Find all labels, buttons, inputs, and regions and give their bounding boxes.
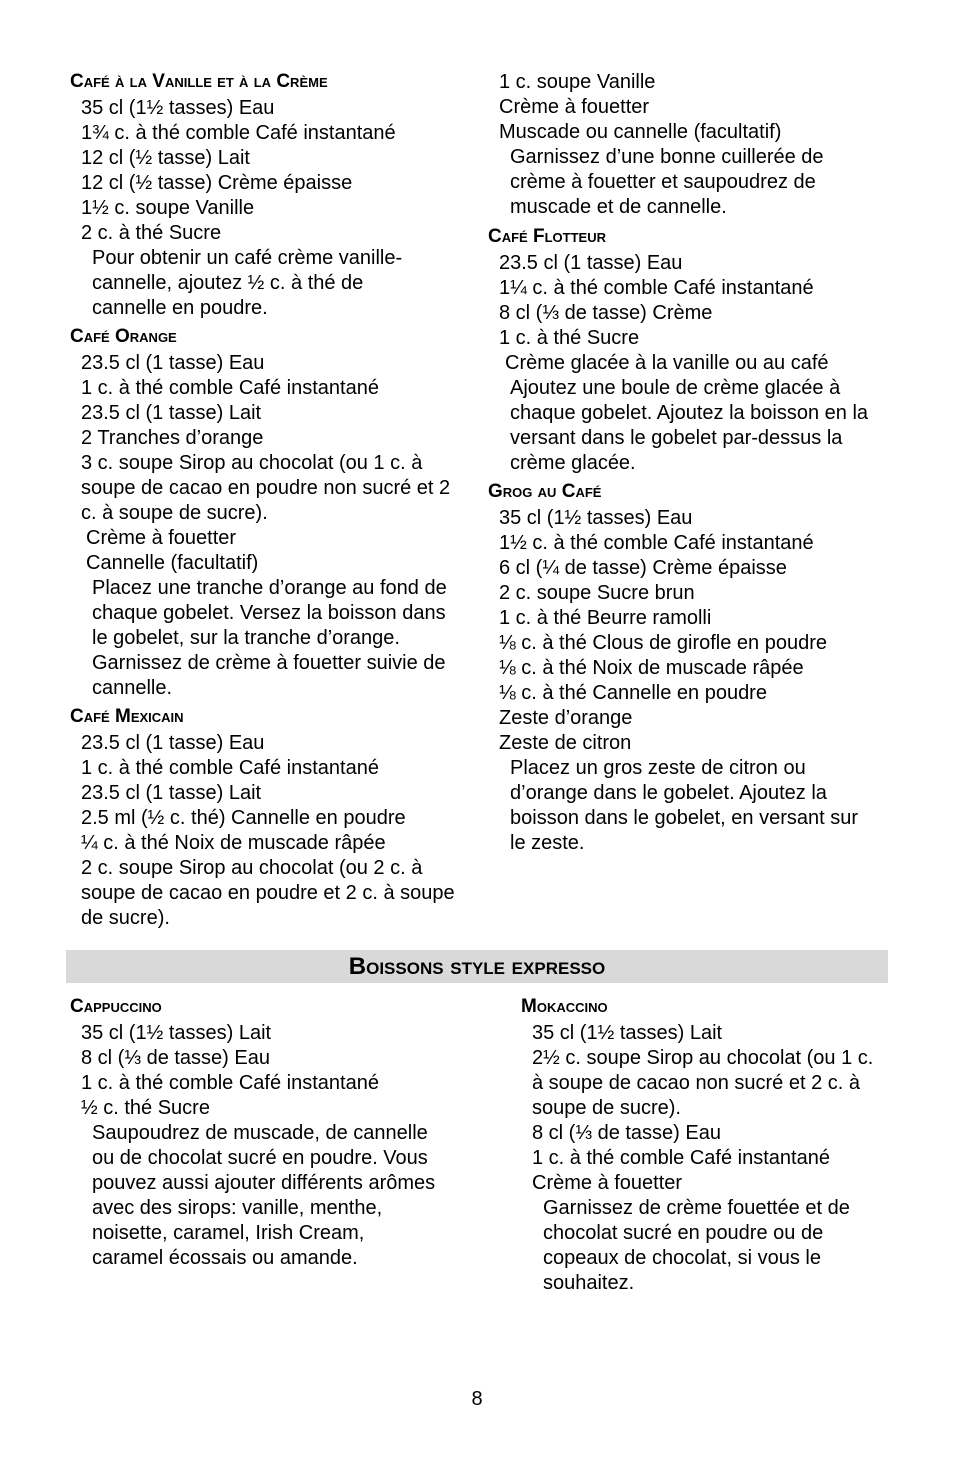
recipe-instructions: Pour obtenir un café crème vanille-cannelle, ajoutez ½ c. à thé de cannelle en poudre. bbox=[92, 247, 403, 319]
ingredient: Crème à fouetter bbox=[86, 527, 237, 549]
ingredient: 23.5 cl (1 tasse) Lait bbox=[81, 402, 262, 424]
ingredient: 2 c. à thé Sucre bbox=[81, 222, 222, 244]
ingredient: 2.5 ml (½ c. thé) Cannelle en poudre bbox=[81, 807, 406, 829]
ingredient: ¼ c. à thé Noix de muscade râpée bbox=[81, 832, 386, 854]
ingredient: 8 cl (⅓ de tasse) Crème bbox=[499, 302, 713, 324]
recipe-instructions: Garnissez de crème fouettée et de chocolat sucré en poudre ou de copeaux de chocolat, si vous le souhaitez. bbox=[543, 1197, 850, 1294]
ingredient: ⅛ c. à thé Noix de muscade râpée bbox=[499, 657, 804, 679]
section-banner bbox=[66, 950, 888, 983]
recipe-cafe-orange bbox=[70, 327, 470, 701]
ingredient: 3 c. soupe Sirop au chocolat (ou 1 c. à soupe de cacao en poudre non sucré et 2 c. à soupe de sucre). bbox=[81, 452, 451, 524]
recipe-title: Café Orange bbox=[70, 326, 177, 347]
ingredient: 1 c. à thé comble Café instantané bbox=[81, 1072, 379, 1094]
recipe-grog-au-cafe bbox=[488, 482, 888, 856]
recipe-title: Café Mexicain bbox=[70, 706, 184, 727]
ingredient: ½ c. thé Sucre bbox=[81, 1097, 210, 1119]
ingredient: 1¾ c. à thé comble Café instantané bbox=[81, 122, 396, 144]
ingredient: 23.5 cl (1 tasse) Eau bbox=[499, 252, 683, 274]
ingredient: 23.5 cl (1 tasse) Lait bbox=[81, 782, 262, 804]
ingredient: 1 c. soupe Vanille bbox=[499, 71, 656, 93]
ingredient: ⅛ c. à thé Cannelle en poudre bbox=[499, 682, 767, 704]
recipe-instructions: Garnissez d’une bonne cuillerée de crème à fouetter et saupoudrez de muscade et de cannelle. bbox=[510, 146, 824, 218]
ingredient: 2 Tranches d’orange bbox=[81, 427, 264, 449]
ingredient: 2½ c. soupe Sirop au chocolat (ou 1 c. à soupe de cacao non sucré et 2 c. à soupe de sucre). bbox=[532, 1047, 874, 1119]
ingredient: 1½ c. soupe Vanille bbox=[81, 197, 255, 219]
recipe-cappuccino bbox=[70, 997, 470, 1271]
ingredient: Crème glacée à la vanille ou au café bbox=[505, 352, 829, 374]
ingredient: 12 cl (½ tasse) Crème épaisse bbox=[81, 172, 353, 194]
recipe-instructions: Saupoudrez de muscade, de cannelle ou de chocolat sucré en poudre. Vous pouvez aussi ajouter différents arômes avec des sirops: vanille, menthe, noisette, caramel, Irish Cream, caramel écossais ou amande. bbox=[92, 1122, 436, 1269]
ingredient: Cannelle (facultatif) bbox=[86, 552, 259, 574]
ingredient: Muscade ou cannelle (facultatif) bbox=[499, 121, 782, 143]
ingredient: 1 c. à thé Beurre ramolli bbox=[499, 607, 712, 629]
ingredient: 1 c. à thé Sucre bbox=[499, 327, 640, 349]
recipe-title: Mokaccino bbox=[521, 996, 608, 1017]
recipe-cafe-mexicain bbox=[70, 707, 470, 931]
recipe-title: Cappuccino bbox=[70, 996, 162, 1017]
recipe-title: Café à la Vanille et à la Crème bbox=[70, 71, 328, 92]
ingredient: ⅛ c. à thé Clous de girofle en poudre bbox=[499, 632, 827, 654]
recipe-title: Grog au Café bbox=[488, 481, 602, 502]
ingredient: 2 c. soupe Sucre brun bbox=[499, 582, 695, 604]
ingredient: Crème à fouetter bbox=[532, 1172, 683, 1194]
recipe-instructions: Ajoutez une boule de crème glacée à chaque gobelet. Ajoutez la boisson en la versant dans le gobelet par-dessus la crème glacée. bbox=[510, 377, 869, 474]
ingredient: 12 cl (½ tasse) Lait bbox=[81, 147, 250, 169]
ingredient: Zeste de citron bbox=[499, 732, 632, 754]
ingredient: 35 cl (1½ tasses) Lait bbox=[532, 1022, 723, 1044]
ingredient: 8 cl (⅓ de tasse) Eau bbox=[532, 1122, 721, 1144]
ingredient: 8 cl (⅓ de tasse) Eau bbox=[81, 1047, 270, 1069]
ingredient: 1½ c. à thé comble Café instantané bbox=[499, 532, 814, 554]
ingredient: 1 c. à thé comble Café instantané bbox=[81, 757, 379, 779]
ingredient: 1¼ c. à thé comble Café instantané bbox=[499, 277, 814, 299]
recipe-title: Café Flotteur bbox=[488, 226, 606, 247]
ingredient: 35 cl (1½ tasses) Eau bbox=[499, 507, 693, 529]
page-number: 8 bbox=[471, 1388, 483, 1410]
ingredient: 35 cl (1½ tasses) Eau bbox=[81, 97, 275, 119]
bottom-right-column bbox=[521, 997, 891, 1303]
left-column bbox=[70, 72, 470, 938]
recipe-instructions: Placez une tranche d’orange au fond de chaque gobelet. Versez la boisson dans le gobelet, sur la tranche d’orange. Garnissez de crème à fouetter suivie de cannelle. bbox=[92, 577, 447, 699]
ingredient: 23.5 cl (1 tasse) Eau bbox=[81, 732, 265, 754]
section-title: Boissons style expresso bbox=[348, 953, 606, 980]
recipe-mokaccino bbox=[521, 997, 891, 1296]
recipe-continued bbox=[488, 70, 888, 220]
ingredient: 6 cl (¼ de tasse) Crème épaisse bbox=[499, 557, 787, 579]
ingredient: 1 c. à thé comble Café instantané bbox=[81, 377, 379, 399]
ingredient: 23.5 cl (1 tasse) Eau bbox=[81, 352, 265, 374]
ingredient: 1 c. à thé comble Café instantané bbox=[532, 1147, 830, 1169]
ingredient: Zeste d’orange bbox=[499, 707, 633, 729]
recipe-cafe-vanille-creme bbox=[70, 72, 470, 321]
ingredient: 2 c. soupe Sirop au chocolat (ou 2 c. à soupe de cacao en poudre et 2 c. à soupe de sucre). bbox=[81, 857, 455, 929]
recipe-instructions: Placez un gros zeste de citron ou d’orange dans le gobelet. Ajoutez la boisson dans le gobelet, en versant sur le zeste. bbox=[510, 757, 858, 854]
bottom-left-column bbox=[70, 997, 470, 1278]
ingredient: 35 cl (1½ tasses) Lait bbox=[81, 1022, 272, 1044]
ingredient: Crème à fouetter bbox=[499, 96, 650, 118]
right-column bbox=[488, 70, 888, 863]
recipe-cafe-flotteur bbox=[488, 227, 888, 476]
